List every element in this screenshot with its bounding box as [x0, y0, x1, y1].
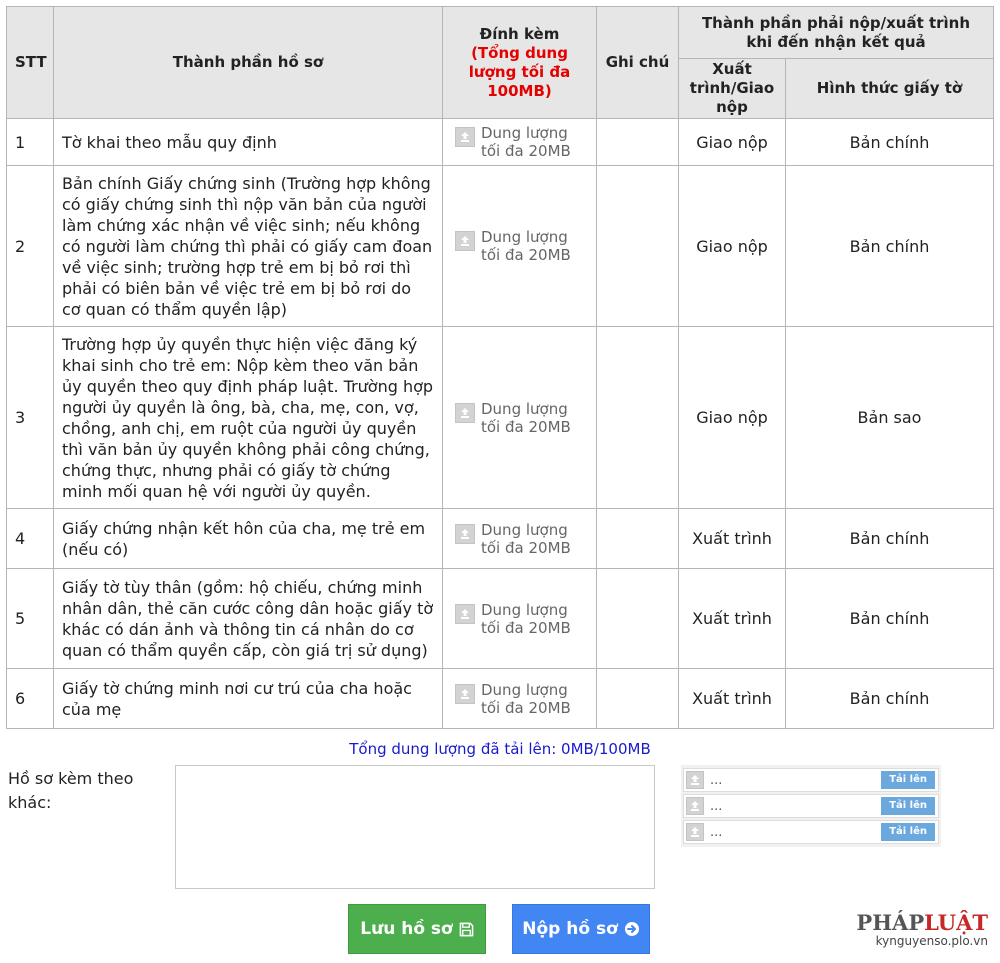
submit-button[interactable] — [512, 904, 650, 954]
save-button[interactable] — [348, 904, 486, 954]
row-attach — [443, 327, 597, 509]
arrow-circle-right-icon — [624, 921, 640, 937]
logo-site: kynguyenso.plo.vn — [875, 934, 988, 948]
header-submit-group: Thành phần phải nộp/xuất trình khi đến nhận kết quả — [679, 7, 994, 59]
attach-limit-text: Dung lượng tối đa 20MB — [481, 228, 571, 264]
attach-limit-text: Dung lượng tối đa 20MB — [481, 600, 571, 637]
row-document: Giấy tờ chứng minh nơi cư trú của cha hoặc của mẹ — [54, 669, 443, 729]
row-attach — [443, 119, 597, 166]
row-note — [597, 119, 679, 166]
upload-button[interactable]: Tải lên — [881, 823, 935, 841]
row-document: Bản chính Giấy chứng sinh (Trường hợp không có giấy chứng sinh thì nộp văn bản của người làm chứng xác nhận về việc sinh; nếu không có người làm chứng thì phải có giấy cam đoan về việc sinh; trường hợp trẻ em bị bỏ rơi thì phải có biên bản về việc trẻ em bị bỏ rơi do cơ quan có thẩm quyền lập) — [54, 166, 443, 327]
row-stt: 3 — [7, 327, 54, 509]
row-stt: 1 — [7, 119, 54, 166]
phapluat-logo — [856, 912, 988, 948]
row-stt: 6 — [7, 669, 54, 729]
header-attach-label: Đính kèm — [479, 24, 560, 43]
header-component: Thành phần hồ sơ — [54, 7, 443, 119]
upload-icon[interactable] — [455, 684, 475, 704]
upload-icon[interactable] — [455, 127, 475, 147]
upload-icon[interactable] — [686, 771, 704, 789]
row-attach — [443, 509, 597, 569]
upload-icon[interactable] — [686, 823, 704, 841]
row-paper-form: Bản chính — [786, 166, 994, 327]
row-note — [597, 509, 679, 569]
row-paper-form: Bản sao — [786, 327, 994, 509]
other-file-list — [681, 765, 941, 847]
row-attach — [443, 569, 597, 669]
row-document: Giấy chứng nhận kết hôn của cha, mẹ trẻ em (nếu có) — [54, 509, 443, 569]
row-note — [597, 669, 679, 729]
row-stt: 5 — [7, 569, 54, 669]
floppy-disk-icon — [459, 922, 474, 937]
file-name: ... — [710, 772, 723, 788]
header-note: Ghi chú — [597, 7, 679, 119]
row-stt: 4 — [7, 509, 54, 569]
row-document: Giấy tờ tùy thân (gồm: hộ chiếu, chứng minh nhân dân, thẻ căn cước công dân hoặc giấy tờ khác có dán ảnh và thông tin cá nhân do cơ quan có thẩm quyền cấp, còn giá trị sử dụng) — [54, 569, 443, 669]
row-present: Xuất trình — [679, 669, 786, 729]
upload-icon[interactable] — [455, 231, 475, 251]
file-row — [683, 794, 939, 818]
row-paper-form: Bản chính — [786, 569, 994, 669]
row-paper-form: Bản chính — [786, 669, 994, 729]
document-table — [6, 6, 994, 729]
header-present: Xuất trình/Giao nộp — [679, 59, 786, 119]
file-row — [683, 768, 939, 792]
file-name: ... — [710, 824, 723, 840]
table-row — [7, 327, 994, 509]
row-present: Xuất trình — [679, 569, 786, 669]
upload-icon[interactable] — [455, 604, 475, 624]
upload-icon[interactable] — [455, 524, 475, 544]
attach-limit-text: Dung lượng tối đa 20MB — [481, 399, 571, 436]
row-present: Giao nộp — [679, 327, 786, 509]
row-present: Xuất trình — [679, 509, 786, 569]
upload-icon[interactable] — [455, 403, 475, 423]
row-present: Giao nộp — [679, 119, 786, 166]
table-row — [7, 569, 994, 669]
submit-button-label: Nộp hồ sơ — [522, 919, 618, 939]
row-paper-form: Bản chính — [786, 509, 994, 569]
file-name: ... — [710, 798, 723, 814]
attach-limit-text: Dung lượng tối đa 20MB — [481, 520, 571, 557]
header-paper-form: Hình thức giấy tờ — [786, 59, 994, 119]
attach-limit-text: Dung lượng tối đa 20MB — [481, 124, 571, 160]
upload-button[interactable]: Tải lên — [881, 797, 935, 815]
row-attach — [443, 166, 597, 327]
row-note — [597, 569, 679, 669]
upload-button[interactable]: Tải lên — [881, 771, 935, 789]
table-row — [7, 119, 994, 166]
other-docs-label: Hồ sơ kèm theo khác: — [8, 769, 134, 812]
row-note — [597, 166, 679, 327]
row-note — [597, 327, 679, 509]
row-stt: 2 — [7, 166, 54, 327]
upload-icon[interactable] — [686, 797, 704, 815]
row-attach — [443, 669, 597, 729]
row-document: Trường hợp ủy quyền thực hiện việc đăng ký khai sinh cho trẻ em: Nộp kèm theo văn bản ủy quyền theo quy định pháp luật. Trường hợp người ủy quyền là ông, bà, cha, mẹ, con, vợ, chồng, anh chị, em ruột của người ủy quyền thì văn bản ủy quyền không phải công chứng, chứng thực, nhưng phải có giấy tờ chứng minh mối quan hệ với người ủy quyền. — [54, 327, 443, 509]
row-paper-form: Bản chính — [786, 119, 994, 166]
header-stt: STT — [7, 7, 54, 119]
table-row — [7, 509, 994, 569]
attach-limit-text: Dung lượng tối đa 20MB — [481, 680, 571, 717]
logo-name-a: PHÁP — [856, 910, 925, 935]
table-row — [7, 166, 994, 327]
header-attach — [443, 7, 597, 119]
table-row — [7, 669, 994, 729]
total-uploaded: Tổng dung lượng đã tải lên: 0MB/100MB — [349, 740, 651, 758]
logo-name-b: LUẬT — [924, 910, 988, 935]
other-docs-textarea[interactable] — [175, 765, 655, 889]
file-row — [683, 820, 939, 844]
row-document: Tờ khai theo mẫu quy định — [54, 119, 443, 166]
header-attach-limit: (Tổng dung lượng tối đa 100MB) — [468, 43, 571, 100]
save-button-label: Lưu hồ sơ — [360, 919, 453, 939]
row-present: Giao nộp — [679, 166, 786, 327]
